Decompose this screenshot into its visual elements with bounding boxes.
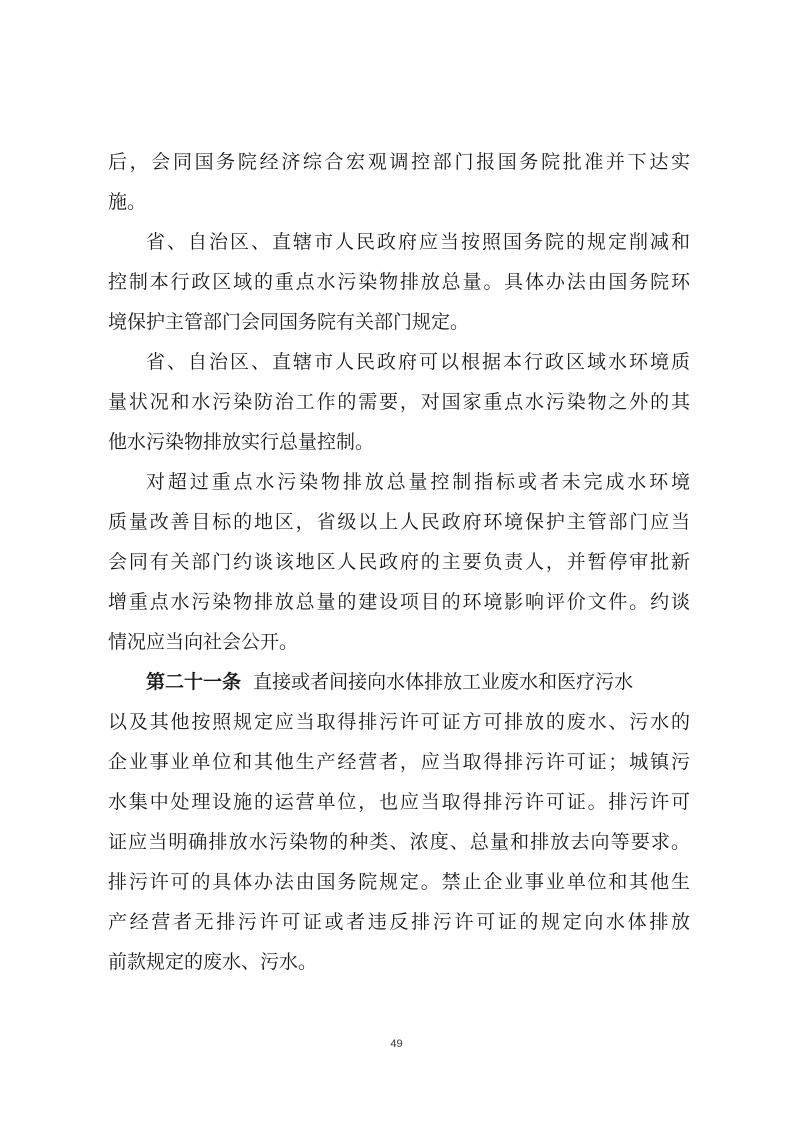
text-line: 质量改善目标的地区，省级以上人民政府环境保护主管部门应当 <box>108 511 690 533</box>
text-line: 境保护主管部门会同国务院有关部门规定。 <box>108 311 470 333</box>
article-text: 直接或者间接向水体排放工业废水和医疗污水 <box>253 671 634 693</box>
body-text <box>108 142 690 982</box>
article-number: 第二十一条 <box>146 671 242 693</box>
text-line: 情况应当向社会公开。 <box>108 631 299 653</box>
text-line: 施。 <box>108 191 147 213</box>
paragraph-start-line: 省、自治区、直辖市人民政府可以根据本行政区域水环境质 <box>146 351 690 373</box>
text-line: 后，会同国务院经济综合宏观调控部门报国务院批准并下达实 <box>108 151 690 173</box>
paragraph-start-line: 省、自治区、直辖市人民政府应当按照国务院的规定削减和 <box>146 231 690 253</box>
paragraph-start-line: 对超过重点水污染物排放总量控制指标或者未完成水环境 <box>146 471 690 493</box>
text-line: 产经营者无排污许可证或者违反排污许可证的规定向水体排放 <box>108 911 690 933</box>
text-line: 会同有关部门约谈该地区人民政府的主要负责人，并暂停审批新 <box>108 551 690 573</box>
text-line: 证应当明确排放水污染物的种类、浓度、总量和排放去向等要求。 <box>108 831 690 853</box>
text-line: 水集中处理设施的运营单位，也应当取得排污许可证。排污许可 <box>108 791 690 813</box>
text-line: 控制本行政区域的重点水污染物排放总量。具体办法由国务院环 <box>108 271 690 293</box>
text-line: 前款规定的废水、污水。 <box>108 951 318 973</box>
page-number: 49 <box>390 1038 403 1050</box>
text-line: 企业事业单位和其他生产经营者，应当取得排污许可证；城镇污 <box>108 751 690 773</box>
text-line: 量状况和水污染防治工作的需要，对国家重点水污染物之外的其 <box>108 391 690 413</box>
text-line: 以及其他按照规定应当取得排污许可证方可排放的废水、污水的 <box>108 711 690 733</box>
text-line: 他水污染物排放实行总量控制。 <box>108 431 375 453</box>
text-line: 增重点水污染物排放总量的建设项目的环境影响评价文件。约谈 <box>108 591 690 613</box>
article-heading-line <box>108 662 690 702</box>
text-line: 排污许可的具体办法由国务院规定。禁止企业事业单位和其他生 <box>108 871 690 893</box>
